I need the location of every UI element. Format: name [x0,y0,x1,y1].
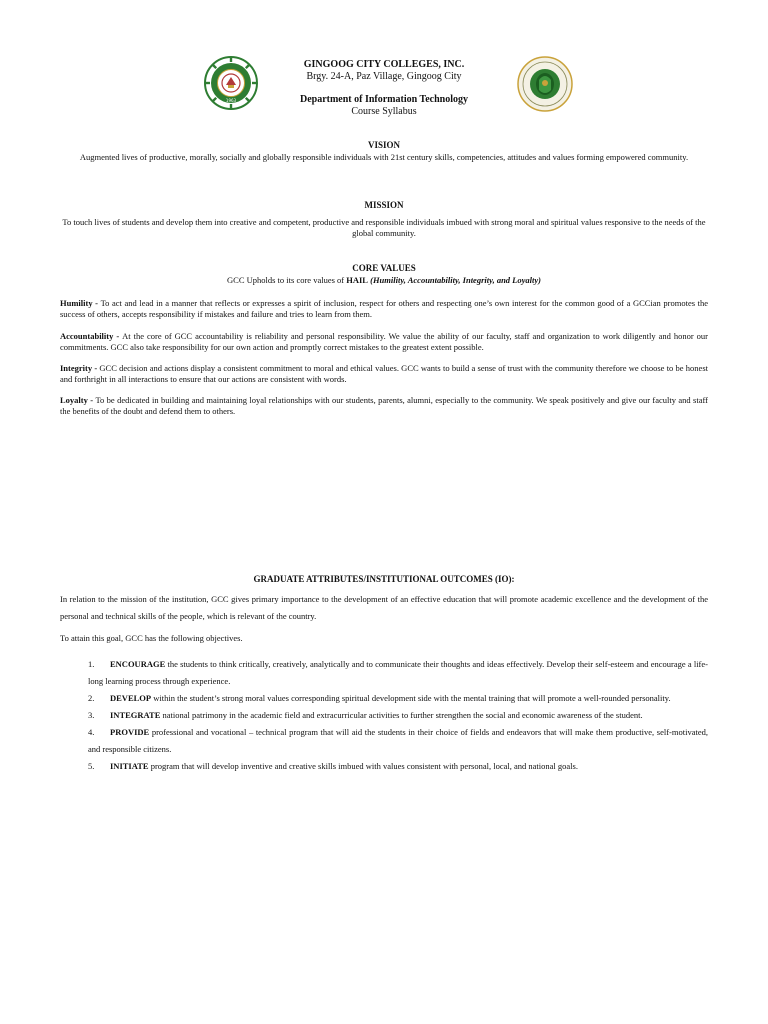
graduate-attributes-heading: GRADUATE ATTRIBUTES/INSTITUTIONAL OUTCOMES (IO): [253,574,515,584]
core-values-heading: CORE VALUES [352,263,416,273]
core-value-term: Loyalty - [60,395,96,405]
objective-text: within the student’s strong moral values corresponding spiritual development side with the mental training that will promote a well-rounded personality. [151,693,671,703]
graduate-attributes-intro: In relation to the mission of the institution, GCC gives primary importance to the development of an effective education that will promote academic excellence and the development of the personal and technical skills of the people, which is relevant of the country. [60,594,708,621]
document-type: Course Syllabus [351,106,417,117]
objectives-list [88,656,708,775]
core-values-intro-prefix: GCC Upholds to its core values of [227,275,347,285]
objective-keyword: INTEGRATE [110,710,161,720]
gcc-seal-logo [204,56,258,110]
objective-keyword: ENCOURAGE [110,659,166,669]
objective-keyword: PROVIDE [110,727,150,737]
objective-text: the students to think critically, creatively, analytically and to communicate their thoughts and ideas effectively. Develop their self-esteem and encourage a life-long learning process through experience. [88,659,708,686]
core-value-term: Humility - [60,298,101,308]
mission-heading: MISSION [364,200,404,210]
objective-item [88,724,708,758]
department-name: Department of Information Technology [299,94,469,105]
objective-text: national patrimony in the academic field and extracurricular activities to further strengthen the social and economic awareness of the student. [160,710,643,720]
core-values-hail-expansion: (Humility, Accountability, Integrity, and Loyalty) [367,275,541,285]
core-value-accountability [60,331,708,353]
objective-number: 2. [88,693,95,703]
core-value-integrity [60,363,708,385]
objective-item [88,690,708,707]
core-value-description: To act and lead in a manner that reflects or expresses a spirit of inclusion, respect for others and respecting one’s own interest for the common good of a GCCian promotes the success of others, accepts responsibility if mistakes and failure and tries to learn from them. [60,298,708,319]
objective-keyword: DEVELOP [110,693,152,703]
core-values-hail: HAIL [346,275,368,285]
core-value-description: At the core of GCC accountability is reliability and personal responsibility. We value the ability of our faculty, staff and organization to work diligently and honor our commitments. GCC also take responsibility for our own action and promptly correct mistakes to the greatest extent possible. [60,331,708,352]
mission-text: To touch lives of students and develop them into creative and competent, productive and responsible individuals imbued with strong moral and spiritual values responsive to the needs of the global community. [62,217,706,238]
objective-number: 3. [88,710,95,720]
objective-number: 5. [88,761,95,771]
objective-text: program that will develop inventive and creative skills imbued with values consistent with personal, local, and national goals. [148,761,578,771]
core-values-intro [60,275,708,286]
core-value-description: GCC decision and actions display a consistent commitment to moral and ethical values. GCC wants to build a sense of trust with the community therefore we choose to be honest and forthright in all interactions to ensure that our actions are consistent with words. [60,363,709,384]
objective-number: 1. [88,659,95,669]
core-value-term: Integrity - [60,363,100,373]
objective-item [88,758,708,775]
objective-item [88,656,708,690]
school-name: GINGOOG CITY COLLEGES, INC. [303,59,465,70]
objective-number: 4. [88,727,95,737]
core-value-humility [60,298,708,320]
school-address: Brgy. 24-A, Paz Village, Gingoog City [306,71,462,82]
graduate-attributes-goal: To attain this goal, GCC has the following objectives. [60,633,243,643]
objective-item [88,707,708,724]
department-seal-logo [517,56,573,112]
objective-keyword: INITIATE [110,761,149,771]
core-value-term: Accountability - [60,331,123,341]
core-value-loyalty [60,395,708,417]
seal-year: 1963 [225,98,237,103]
objective-text: professional and vocational – technical program that will aid the students in their choice of fields and endeavors that will make them productive, self-motivated, and responsible citizens. [88,727,708,754]
vision-heading: VISION [367,140,400,150]
vision-text: Augmented lives of productive, morally, socially and globally responsible individuals with 21st century skills, competencies, attitudes and values forming empowered community. [79,152,689,162]
core-value-description: To be dedicated in building and maintaining loyal relationships with our students, parents, alumni, especially to the community. We speak positively and give our faculty and staff the benefits of the doubt and defend them to others. [60,395,708,416]
